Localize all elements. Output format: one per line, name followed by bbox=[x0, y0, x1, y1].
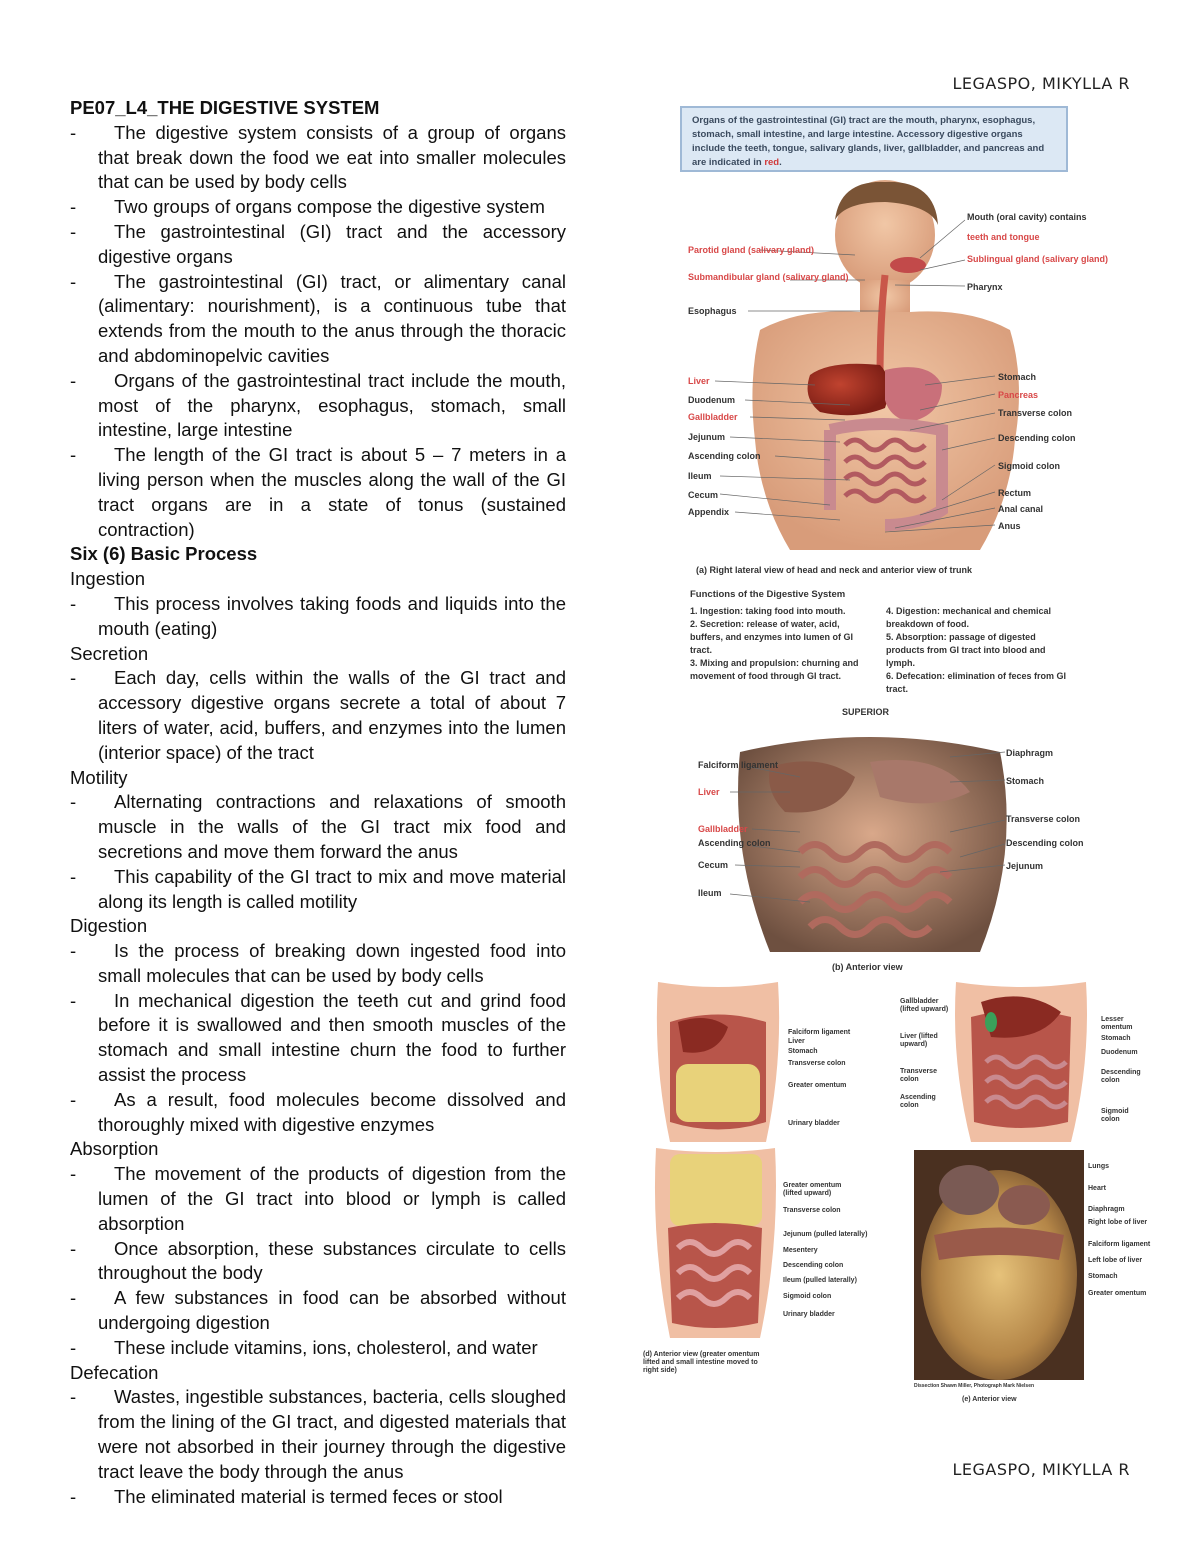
label-e-falciform: Falciform ligament bbox=[1088, 1241, 1151, 1248]
label-d2-descending: Descending colon bbox=[1101, 1069, 1141, 1084]
label-transverse-colon-b: Transverse colon bbox=[1006, 814, 1081, 824]
bullet-text: These include vitamins, ions, cholesterol, and water bbox=[114, 1336, 538, 1358]
label-d-ileum: Ileum (pulled laterally) bbox=[783, 1277, 857, 1284]
figure-d2-illustration bbox=[946, 982, 1096, 1142]
bullet-text: The length of the GI tract is about 5 – 7 meters in a living person when the muscles along the wall of the GI tract organs are in a state of tonus (sustained contraction) bbox=[98, 444, 566, 540]
process-heading: Defecation bbox=[70, 1361, 159, 1383]
label-d-mesentery: Mesentery bbox=[783, 1247, 818, 1254]
label-gallbladder-b: Gallbladder bbox=[698, 824, 748, 834]
bullet-dash: - bbox=[70, 989, 77, 1011]
bullet-item bbox=[70, 1237, 566, 1287]
bullet-item bbox=[70, 195, 566, 220]
intro-bullet-list bbox=[70, 121, 566, 543]
label-liver-b: Liver bbox=[698, 787, 720, 797]
label-d2-liver: Liver (lifted upward) bbox=[900, 1033, 938, 1048]
bullet-text: Organs of the gastrointestinal tract include the mouth, most of the pharynx, esophagus, stomach, small intestine, large intestine bbox=[98, 369, 566, 441]
info-box-text: Organs of the gastrointestinal (GI) tract are the mouth, pharynx, esophagus, stomach, small intestine, and large intestine. Accessory digestive organs include the teeth, tongue, salivary glands, liver, gallbladder, and pancreas and are indicated in bbox=[692, 115, 1045, 168]
label-pharynx: Pharynx bbox=[967, 282, 1003, 292]
bullet-text: Once absorption, these substances circulate to cells throughout the body bbox=[98, 1237, 566, 1284]
label-jejunum-b: Jejunum bbox=[1006, 861, 1044, 871]
bullet-item bbox=[70, 121, 566, 195]
label-esophagus: Esophagus bbox=[688, 306, 737, 316]
mouth-shape bbox=[890, 257, 926, 273]
label-d2-transverse: Transverse colon bbox=[900, 1068, 937, 1083]
label-e-stomach: Stomach bbox=[1088, 1273, 1118, 1280]
figure-d-illustration bbox=[648, 1148, 783, 1338]
label-d2-lesser-omentum: Lesser omentum bbox=[1101, 1016, 1133, 1031]
bullet-item bbox=[70, 1485, 566, 1510]
label-e-lungs: Lungs bbox=[1088, 1163, 1109, 1170]
label-anus: Anus bbox=[998, 521, 1021, 531]
functions-box bbox=[690, 588, 1070, 694]
page-header-author: LEGASPO, MIKYLLA R bbox=[952, 74, 1130, 93]
torso-shape bbox=[752, 311, 1019, 550]
bullet-item bbox=[70, 443, 566, 542]
bullet-item bbox=[70, 369, 566, 443]
section-title: Six (6) Basic Process bbox=[70, 543, 258, 565]
label-ascending-colon: Ascending colon bbox=[688, 451, 761, 461]
label-e-greater-omentum: Greater omentum bbox=[1088, 1290, 1147, 1297]
bullet-text: Alternating contractions and relaxations of smooth muscle in the walls of the GI tract mix food and secretions and move them forward the anus bbox=[98, 791, 566, 862]
bullet-dash: - bbox=[70, 940, 77, 962]
label-liver: Liver bbox=[688, 376, 710, 386]
label-sublingual-gland: Sublingual gland (salivary gland) bbox=[967, 254, 1109, 264]
bullet-text: A few substances in food can be absorbed without undergoing digestion bbox=[98, 1287, 566, 1334]
label-gallbladder: Gallbladder bbox=[688, 412, 738, 422]
process-heading: Motility bbox=[70, 766, 128, 788]
process-heading: Ingestion bbox=[70, 568, 146, 590]
bullet-item bbox=[70, 592, 566, 642]
label-d-urinary-bladder: Urinary bladder bbox=[783, 1311, 835, 1318]
label-stomach-b: Stomach bbox=[1006, 776, 1045, 786]
label-transverse-colon: Transverse colon bbox=[998, 408, 1073, 418]
figure-b-caption: (b) Anterior view bbox=[832, 962, 903, 972]
bullet-dash: - bbox=[70, 369, 77, 391]
label-e-diaphragm: Diaphragm bbox=[1088, 1206, 1125, 1213]
page-footer-author: LEGASPO, MIKYLLA R bbox=[952, 1460, 1130, 1479]
label-descending-colon-b: Descending colon bbox=[1006, 838, 1084, 848]
function-item: 6. Defecation: elimination of feces from GI tract. bbox=[886, 671, 1067, 694]
bullet-text: The gastrointestinal (GI) tract, or alimentary canal (alimentary: nourishment), is a continuous tube that extends from the mouth to the anus through the thoracic and abdominopelvic cavities bbox=[98, 270, 566, 366]
label-pancreas: Pancreas bbox=[998, 390, 1039, 400]
label-c-transverse: Transverse colon bbox=[788, 1060, 846, 1067]
label-ileum: Ileum bbox=[688, 471, 712, 481]
label-d2-stomach: Stomach bbox=[1101, 1035, 1131, 1042]
function-item: 1. Ingestion: taking food into mouth. bbox=[690, 606, 846, 616]
bullet-text: The gastrointestinal (GI) tract and the accessory digestive organs bbox=[98, 220, 566, 267]
label-diaphragm-b: Diaphragm bbox=[1006, 748, 1054, 758]
bullet-dash: - bbox=[70, 444, 77, 466]
process-heading: Absorption bbox=[70, 1138, 159, 1160]
label-sigmoid-colon: Sigmoid colon bbox=[998, 461, 1060, 471]
process-list bbox=[70, 567, 566, 1509]
label-duodenum: Duodenum bbox=[688, 395, 735, 405]
label-d-sigmoid: Sigmoid colon bbox=[783, 1293, 832, 1300]
bullet-dash: - bbox=[70, 791, 77, 813]
function-item: 2. Secretion: release of water, acid, buffers, and enzymes into lumen of GI tract. bbox=[690, 619, 854, 655]
bullet-item bbox=[70, 270, 566, 369]
figure-a-caption: (a) Right lateral view of head and neck and anterior view of trunk bbox=[696, 565, 973, 575]
label-c-greater-omentum: Greater omentum bbox=[788, 1082, 847, 1089]
process-heading: Digestion bbox=[70, 915, 148, 937]
bullet-text: The digestive system consists of a group of organs that break down the food we eat into smaller molecules that can be used by body cells bbox=[98, 121, 566, 193]
functions-title: Functions of the Digestive System bbox=[690, 589, 846, 600]
label-cecum-b: Cecum bbox=[698, 860, 729, 870]
label-d2-gallbladder: Gallbladder (lifted upward) bbox=[900, 998, 949, 1013]
info-box-end: . bbox=[779, 157, 782, 168]
lungs-region bbox=[939, 1165, 999, 1215]
label-c-stomach: Stomach bbox=[788, 1048, 818, 1055]
bullet-text: In mechanical digestion the teeth cut and grind food before it is swallowed and then smooth muscles of the stomach and small intestine churn the food to further assist the process bbox=[98, 989, 566, 1086]
bullet-dash: - bbox=[70, 1163, 77, 1185]
bullet-text: As a result, food molecules become dissolved and thoroughly mixed with digestive enzymes bbox=[98, 1088, 566, 1135]
label-teeth-tongue: teeth and tongue bbox=[967, 232, 1040, 242]
bullet-dash: - bbox=[70, 592, 77, 614]
bullet-dash: - bbox=[70, 1237, 77, 1259]
figure-b-superior: SUPERIOR bbox=[842, 707, 890, 717]
label-parotid-gland: Parotid gland (salivary gland) bbox=[688, 245, 815, 255]
bullet-dash: - bbox=[70, 270, 77, 292]
label-anal-canal: Anal canal bbox=[998, 504, 1044, 514]
bullet-item bbox=[70, 989, 566, 1088]
label-d-descending: Descending colon bbox=[783, 1262, 844, 1269]
bullet-dash: - bbox=[70, 196, 77, 218]
process-heading: Secretion bbox=[70, 642, 149, 664]
bullet-item bbox=[70, 865, 566, 915]
label-appendix: Appendix bbox=[688, 507, 730, 517]
label-descending-colon: Descending colon bbox=[998, 433, 1076, 443]
omentum-d bbox=[670, 1154, 762, 1226]
bullet-dash: - bbox=[70, 1287, 77, 1309]
bullet-item bbox=[70, 1162, 566, 1236]
bullet-item bbox=[70, 220, 566, 270]
function-item: 4. Digestion: mechanical and chemical breakdown of food. bbox=[886, 606, 1052, 629]
figure-e-caption: (e) Anterior view bbox=[962, 1396, 1017, 1403]
figure-e-credit: Dissection Shawn Miller, Photograph Mark Nielsen bbox=[914, 1383, 1035, 1389]
bullet-text: This capability of the GI tract to mix and move material along its length is called motility bbox=[98, 865, 566, 912]
label-e-right-lobe: Right lobe of liver bbox=[1088, 1219, 1148, 1226]
bullet-text: Two groups of organs compose the digestive system bbox=[114, 196, 545, 218]
cavity-d bbox=[668, 1223, 762, 1328]
bullet-text: This process involves taking foods and liquids into the mouth (eating) bbox=[98, 592, 566, 639]
bullet-dash: - bbox=[70, 1386, 77, 1408]
bullet-item bbox=[70, 790, 566, 864]
label-cecum: Cecum bbox=[688, 490, 719, 500]
info-box-red-word: red bbox=[764, 157, 780, 168]
function-item: 5. Absorption: passage of digested products from GI tract into blood and lymph. bbox=[886, 632, 1046, 668]
bullet-text: Wastes, ingestible substances, bacteria, cells sloughed from the lining of the GI tract, and digested materials that were not absorbed in their journey through the digestive tract leave the body through the anus bbox=[98, 1386, 566, 1482]
bullet-dash: - bbox=[70, 220, 77, 242]
bullet-item bbox=[70, 939, 566, 989]
heart-region bbox=[998, 1185, 1050, 1225]
notes-column bbox=[70, 96, 566, 1509]
bullet-item bbox=[70, 1385, 566, 1484]
label-jejunum: Jejunum bbox=[688, 432, 726, 442]
bullet-dash: - bbox=[70, 1336, 77, 1358]
bullet-text: Each day, cells within the walls of the GI tract and accessory digestive organs secrete a total of about 7 liters of water, acid, buffers, and enzymes into the lumen (interior space) of the tract bbox=[98, 667, 566, 763]
label-d2-sigmoid: Sigmoid colon bbox=[1101, 1108, 1129, 1123]
label-submandibular-gland: Submandibular gland (salivary gland) bbox=[688, 272, 849, 282]
bullet-dash: - bbox=[70, 121, 77, 143]
label-d2-ascending: Ascending colon bbox=[900, 1094, 936, 1109]
functions-col-left bbox=[690, 605, 875, 683]
figure-c-illustration bbox=[648, 982, 788, 1142]
label-d-transverse: Transverse colon bbox=[783, 1207, 841, 1214]
label-ascending-colon-b: Ascending colon bbox=[698, 838, 771, 848]
bullet-item bbox=[70, 1088, 566, 1138]
bullet-text: The eliminated material is termed feces or stool bbox=[114, 1485, 503, 1507]
liver-shape bbox=[808, 364, 889, 415]
omentum-c bbox=[676, 1064, 760, 1122]
label-d-jejunum: Jejunum (pulled laterally) bbox=[783, 1231, 868, 1238]
bullet-dash: - bbox=[70, 667, 77, 689]
label-falciform-ligament: Falciform ligament bbox=[698, 760, 779, 770]
bullet-item bbox=[70, 1286, 566, 1336]
label-stomach: Stomach bbox=[998, 372, 1037, 382]
figure-d-caption: (d) Anterior view (greater omentum lifted and small intestine moved to right side) bbox=[643, 1351, 760, 1374]
label-c-liver: Liver bbox=[788, 1038, 805, 1045]
bullet-item bbox=[70, 1336, 566, 1361]
bullet-dash: - bbox=[70, 1088, 77, 1110]
label-e-heart: Heart bbox=[1088, 1185, 1106, 1192]
gallbladder-d2 bbox=[985, 1012, 997, 1032]
figure-e-photo bbox=[914, 1150, 1084, 1380]
label-e-left-lobe: Left lobe of liver bbox=[1088, 1257, 1143, 1264]
label-c-falciform: Falciform ligament bbox=[788, 1029, 851, 1036]
label-rectum: Rectum bbox=[998, 488, 1032, 498]
gi-tract-info-box bbox=[680, 106, 1068, 172]
functions-col-right bbox=[886, 605, 1071, 696]
label-ileum-b: Ileum bbox=[698, 888, 722, 898]
bullet-item bbox=[70, 666, 566, 765]
bullet-dash: - bbox=[70, 865, 77, 887]
label-d2-duodenum: Duodenum bbox=[1101, 1049, 1138, 1056]
label-d-greater-omentum: Greater omentum (lifted upward) bbox=[783, 1182, 842, 1197]
bullet-text: Is the process of breaking down ingested food into small molecules that can be used by body cells bbox=[98, 940, 566, 986]
label-mouth: Mouth (oral cavity) contains bbox=[967, 212, 1087, 222]
bullet-dash: - bbox=[70, 1485, 77, 1507]
document-title: PE07_L4_THE DIGESTIVE SYSTEM bbox=[70, 97, 380, 118]
label-c-urinary-bladder: Urinary bladder bbox=[788, 1120, 840, 1127]
function-item: 3. Mixing and propulsion: churning and movement of food through GI tract. bbox=[690, 658, 859, 681]
bullet-text: The movement of the products of digestion from the lumen of the GI tract into blood or lymph is called absorption bbox=[98, 1163, 566, 1234]
